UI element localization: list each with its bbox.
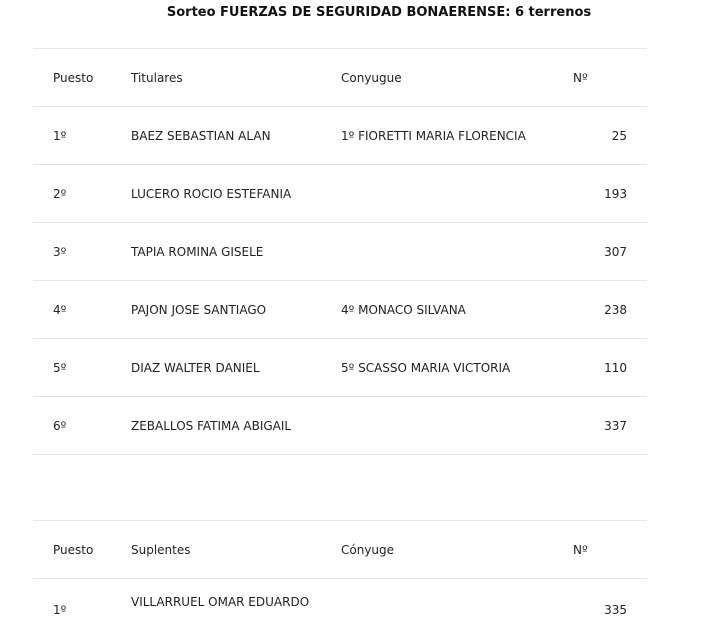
cell-puesto: 1º	[33, 579, 112, 641]
cell-numero: 337	[567, 397, 647, 455]
cell-numero: 307	[567, 223, 647, 281]
cell-numero: 110	[567, 339, 647, 397]
cell-puesto: 2º	[33, 165, 112, 223]
table-row	[33, 165, 647, 223]
cell-titular: LUCERO ROCIO ESTEFANIA	[112, 165, 322, 223]
cell-numero: 335	[567, 579, 647, 641]
header-numero: Nº	[567, 521, 647, 579]
cell-puesto: 3º	[33, 223, 112, 281]
cell-conyuge	[322, 223, 567, 281]
cell-conyuge: 5º SCASSO MARIA VICTORIA	[322, 339, 567, 397]
table-row	[33, 397, 647, 455]
page-title: Sorteo FUERZAS DE SEGURIDAD BONAERENSE: 6 terrenos	[166, 5, 592, 20]
cell-conyuge: 4º MONACO SILVANA	[322, 281, 567, 339]
titulares-table	[33, 48, 647, 455]
cell-puesto: 4º	[33, 281, 112, 339]
cell-conyuge	[322, 165, 567, 223]
table-header-row	[33, 521, 647, 579]
cell-conyuge	[322, 397, 567, 455]
header-suplentes: Suplentes	[112, 521, 322, 579]
cell-puesto: 1º	[33, 107, 112, 165]
suplentes-table	[33, 520, 647, 641]
header-titulares: Titulares	[112, 49, 322, 107]
header-puesto: Puesto	[33, 49, 112, 107]
cell-titular: PAJON JOSE SANTIAGO	[112, 281, 322, 339]
cell-titular: DIAZ WALTER DANIEL	[112, 339, 322, 397]
table-row	[33, 281, 647, 339]
table-row	[33, 339, 647, 397]
cell-numero: 238	[567, 281, 647, 339]
cell-numero: 25	[567, 107, 647, 165]
cell-numero: 193	[567, 165, 647, 223]
table-row	[33, 107, 647, 165]
header-conyuge: Cónyuge	[322, 521, 567, 579]
table-row	[33, 223, 647, 281]
cell-puesto: 6º	[33, 397, 112, 455]
cell-conyuge	[322, 579, 567, 641]
header-puesto: Puesto	[33, 521, 112, 579]
cell-titular: ZEBALLOS FATIMA ABIGAIL	[112, 397, 322, 455]
cell-titular: TAPIA ROMINA GISELE	[112, 223, 322, 281]
header-numero: Nº	[567, 49, 647, 107]
cell-titular: BAEZ SEBASTIAN ALAN	[112, 107, 322, 165]
table-row	[33, 579, 647, 641]
table-header-row	[33, 49, 647, 107]
cell-conyuge: 1º FIORETTI MARIA FLORENCIA	[322, 107, 567, 165]
header-conyuge: Conyugue	[322, 49, 567, 107]
cell-puesto: 5º	[33, 339, 112, 397]
cell-suplente: VILLARRUEL OMAR EDUARDO	[112, 579, 322, 641]
